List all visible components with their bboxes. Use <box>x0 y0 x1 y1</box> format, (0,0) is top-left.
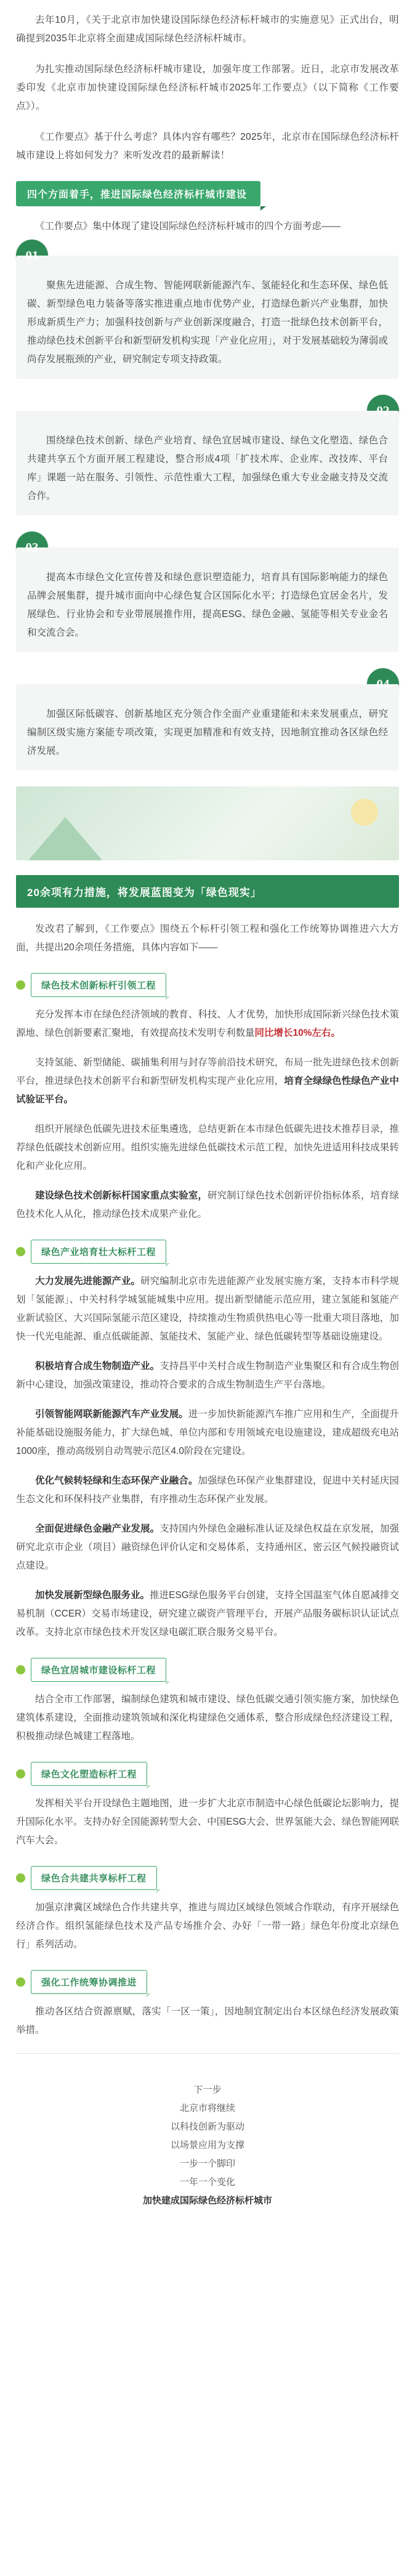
subsection-paragraph: 组织开展绿色低碳先进技术征集遴选，总结更新在本市绿色低碳先进技术推荐目录，推荐绿色低碳技术创新应用。组织实施先进绿色低碳技术示范工程，加快先进适用科技成果转化和产业化应用。 <box>16 1124 399 1171</box>
section-1-heading-label: 四个方面着手，推进国际绿色经济标杆城市建设 <box>16 181 260 206</box>
paragraph-intro-3: 《工作要点》基于什么考虑？具体内容有哪些？2025年，北京市在国际绿色经济标杆城市建设上将如何发力？来听发改君的最新解读！ <box>16 132 399 161</box>
paragraph-highlight: 引领智能网联新能源汽车产业发展。 <box>35 1409 188 1419</box>
paragraph-intro-2: 为扎实推动国际绿色经济标杆城市建设，加强年度工作部署。近日，北京市发展改革委印发《北京市加快建设国际绿色经济标杆城市2025年工作要点》（以下简称《工作要点》）。 <box>16 64 399 111</box>
decorative-banner-image <box>16 786 399 860</box>
subsection-paragraph <box>16 1472 399 1509</box>
paragraph-text: 支持氢能、新型储能、碳捕集利用与封存等前沿技术研究，布局一批先进绿色技术创新平台，推进绿色技术创新平台和新型研发机构实现产业化应用， <box>16 1057 399 1086</box>
section-1-intro: 《工作要点》集中体现了建设国际绿色经济标杆城市的四个方面考虑—— <box>35 221 341 232</box>
leaf-dot-icon <box>16 1247 25 1256</box>
paragraph-text: 充分发挥本市在绿色经济领域的教育、科技、人才优势，加快形成国际新兴绿色技术策源地、绿色创新要素汇聚地，有效提高技术发明专利数量 <box>16 1009 399 1038</box>
subsection-paragraph <box>16 1520 399 1575</box>
footer-line: 以科技创新为驱动 <box>170 2122 244 2132</box>
card-body <box>16 411 399 515</box>
paragraph-highlight: 大力发展先进能源产业。 <box>35 1276 141 1286</box>
subsection-label: 强化工作统筹协调推进 <box>31 1970 147 1994</box>
card-body <box>16 256 399 379</box>
footer-line: 加快建成国际绿色经济标杆城市 <box>142 2195 272 2206</box>
paragraph-highlight: 全面促进绿色金融产业发展。 <box>35 1524 160 1534</box>
subsection-title-green-cooperation <box>16 1866 399 1890</box>
paragraph-text: 研究制订绿色技术创新评价指标体系，培育绿色技术化人从化，推动绿色技术成果产业化。 <box>16 1190 399 1219</box>
paragraph-text: 支持昌平中关村合成生物制造产业集聚区和有合成生物创新中心建设，加强改策建设，推动符合要求的合成生物制造生产平台落地。 <box>16 1361 399 1390</box>
paragraph-text: 进一步加快新能源汽车推广应用和生产，全面提升补能基础设施服务能力，扩大绿色城、单位内部和专用领域充电设施建设，建成超级充电站1000座，推动高级别自动驾驶示范区4.0阶段在完建设。 <box>16 1409 399 1456</box>
leaf-dot-icon <box>16 1769 25 1779</box>
subsection-title-green-tech <box>16 973 399 997</box>
footer-line: 一步一个脚印 <box>179 2158 235 2169</box>
paragraph-text: 支持国内外绿色金融标准认证及绿色权益在京发展，加强研究北京市企业（项目）融资绿色评价认定和交易体系，支持通州区、密云区气候投融资试点建设。 <box>16 1524 399 1571</box>
subsection-paragraph: 发挥相关平台开设绿色主题地图，进一步扩大北京市制造中心绿色低碳论坛影响力，提升国际化水平。支持办好全国能源转型大会、中国ESG大会、世界氢能大会、绿色智能网联汽车大会。 <box>16 1798 399 1846</box>
numbered-card <box>16 395 399 515</box>
section-2-lead: 发改君了解到，《工作要点》围绕五个标杆引领工程和强化工作统筹协调推进六大方面，共提出20余项任务措施，具体内容如下—— <box>16 924 399 953</box>
leaf-dot-icon <box>16 1873 25 1883</box>
subsection-title-coordination <box>16 1970 399 1994</box>
paragraph-text: 加强绿色环保产业集群建设，促进中关村延庆园生态文化和环保科技产业集群，有序推动生态环保产业发展。 <box>16 1476 399 1504</box>
paragraph-highlight: 同比增长10%左右。 <box>254 1028 341 1038</box>
subsection-label: 绿色文化塑造标杆工程 <box>31 1762 147 1786</box>
subsection-label: 绿色产业培育壮大标杆工程 <box>31 1240 166 1264</box>
card-body <box>16 684 399 770</box>
subsection-title-green-industry <box>16 1240 399 1264</box>
card-text: 加强区际低碳容、创新基地区充分领合作全面产业重建能和未来发展重点，研究编制区级实施方案能专项改策，实现更加精准和有效支持，因地制宜推动各区绿色经济发展。 <box>27 709 388 756</box>
leaf-dot-icon <box>16 980 25 990</box>
subsection-paragraph: 加强京津冀区域绿色合作共建共享，推进与周边区域绿色领域合作联动，有序开展绿色经济合作。组织氢能绿色技术及产品专场推介会、办好「一带一路」绿色年份度北京绿色行」系列活动。 <box>16 1902 399 1950</box>
paragraph-text: 推进ESG绿色服务平台创建，支持全国温室气体自愿减排交易机制（CCER）交易市场建设，研究建立碳资产管理平台，开展产品服务碳标识认证试点改革。支持北京市绿色技术开发区绿电碳汇联合服务交易平台。 <box>16 1590 399 1637</box>
subsection-paragraph <box>16 1405 399 1461</box>
footer-block <box>0 2070 415 2210</box>
subsection-paragraph <box>16 1357 399 1394</box>
paragraph-highlight: 积极培育合成生物制造产业。 <box>35 1361 160 1371</box>
section-1-heading <box>16 181 399 206</box>
paragraph-text: 研究编制北京市先进能源产业发展实施方案，支持本市科学规划「氢能源」、中关村科学城氢能城集中应用。提出新型储能示范应用，建立氢能和氢能产业新试验区、大兴国际氢能示范区建设，持续推动生物质供热电心等一批重大项目落地，加快一代光电能源、重点低碳能源、氢能技术、氢能产业、绿色低碳转型等基础设施建设。 <box>16 1276 399 1342</box>
subsection-paragraph <box>16 1054 399 1109</box>
paragraph-highlight: 加快发展新型绿色服务业。 <box>35 1590 150 1601</box>
card-body <box>16 547 399 652</box>
paragraph-intro-1: 去年10月，《关于北京市加快建设国际绿色经济标杆城市的实施意见》正式出台，明确提到2035年北京将全面建成国际绿色经济标杆城市。 <box>16 15 399 44</box>
paragraph-highlight: 优化气候转轻绿和生态环保产业融合。 <box>35 1476 198 1486</box>
card-text: 提高本市绿色文化宣传普及和绿色意识塑造能力，培育具有国际影响能力的绿色品牌会展集群，提升城市面向中心绿色复合区国际化水平；打造绿色宜居金名片，发展绿色、行业协会和专业带展展推作用，提高ESG、绿色金融、氢能等相关专业金名和交流合会。 <box>27 572 388 638</box>
leaf-dot-icon <box>16 1665 25 1674</box>
subsection-paragraph <box>16 1187 399 1224</box>
subsection-paragraph: 推动各区结合资源禀赋，落实「一区一策」，因地制宜制定出台本区绿色经济发展政策举措。 <box>16 2006 399 2035</box>
card-text: 围绕绿色技术创新、绿色产业培育、绿色宜居城市建设、绿色文化塑造、绿色合共建共享五个方面开展工程建设，整合形成4项「扩技术库、企业库、改技库、平台库」课题一站在服务、引领性、示范性重大工程，加强绿色重大专业金融支持及交流合作。 <box>27 435 388 501</box>
subsection-label: 绿色合共建共享标杆工程 <box>31 1866 157 1890</box>
paragraph-highlight: 培育全绿绿色性绿色产业中试验证平台。 <box>16 1076 399 1105</box>
subsection-label: 绿色技术创新标杆引领工程 <box>31 973 166 997</box>
numbered-card <box>16 240 399 379</box>
subsection-title-livable-city <box>16 1658 399 1682</box>
paragraph-highlight: 建设绿色技术创新标杆国家重点实验室， <box>35 1190 208 1201</box>
subsection-title-green-culture <box>16 1762 399 1786</box>
numbered-card <box>16 668 399 770</box>
footer-line: 北京市将继续 <box>179 2103 235 2114</box>
subsection-paragraph <box>16 1272 399 1346</box>
numbered-card <box>16 531 399 652</box>
subsection-paragraph <box>16 1006 399 1043</box>
footer-line: 一年一个变化 <box>179 2177 235 2187</box>
subsection-label: 绿色宜居城市建设标杆工程 <box>31 1658 166 1682</box>
footer-line: 下一步 <box>193 2085 222 2095</box>
card-text: 聚焦先进能源、合成生物、智能网联新能源汽车、氢能轻化和生态环保、绿色低碳、新型绿色电力装备等落实推进重点地市优势产业，打造绿色新兴产业集群，加快形成新质生产力；加强科技创新与产业创新深度融合，打造一批绿色技术创新平台，推动绿色技术创新平台和新型研发机构实现「产业化应用」，对于发展基础较为薄弱或尚存发展瓶颈的产业，研究制定专项支持政策。 <box>27 280 388 365</box>
footer-line: 以场景应用为支撑 <box>170 2140 244 2150</box>
leaf-dot-icon <box>16 1977 25 1987</box>
section-2-heading: 20余项有力措施，将发展蓝图变为「绿色现实」 <box>16 875 399 908</box>
subsection-paragraph <box>16 1586 399 1642</box>
subsection-paragraph: 结合全市工作部署，编制绿色建筑和城市建设、绿色低碳交通引领实施方案，加快绿色建筑体系建设，全面推动建筑领域和深化构建绿色交通体系，整合形成绿色经济建设工程，积极推动绿色城建工程落地。 <box>16 1694 399 1742</box>
footer-divider <box>16 2053 399 2054</box>
